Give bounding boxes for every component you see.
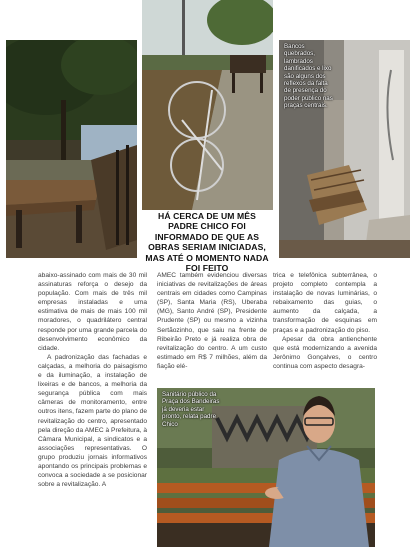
article-column-3 xyxy=(273,271,377,371)
col3-paragraph-2: Apesar da obra antienchente que está modernizando a avenida Jerônimo Gonçalves, o centro continua com aspecto desagra- xyxy=(273,335,377,370)
article-column-1 xyxy=(38,271,147,489)
park-bench-photo xyxy=(6,40,137,258)
col1-paragraph-2: A padronização das fachadas e calçadas, a melhoria do paisagismo e da iluminação, a instalação de lixeiras e de bancos, a melhoria da segurança pública com mais câmeras de monitoramento, entre outros itens, fazem parte do plano de revitalização do centro, apresentado pela direção da AMEC à Prefeitura, à Câmara Municipal, a sindicatos e a associações representativas. O grupo produziu jornais informativos apontando os principais problemas e convoca a sociedade a se posicionar sobre a revitalização. A xyxy=(38,353,147,489)
pull-quote: HÁ CERCA DE UM MÊS PADRE CHICO FOI INFORMADO DE QUE AS OBRAS SERIAM INICIADAS, MAS ATÉ O MOMENTO NADA FOI FEITO xyxy=(145,211,269,274)
article-column-2 xyxy=(157,271,267,371)
bicycle-sidewalk-photo xyxy=(142,0,273,210)
col1-paragraph-1: abaixo-assinado com mais de 30 mil assinaturas reforça o desejo da população. Com mais de três mil empresas instaladas e uma estimativa de mais de mais 100 mil moradores, o quadrilátero central responde por uma grande parcela do desenvolvimento econômico da cidade. xyxy=(38,272,147,352)
benches-caption: Bancos quebrados, lambrados danificados e lixo são alguns dos reflexos da falta de presença do poder público nas praças centrais. xyxy=(284,43,333,110)
col3-paragraph-1: trica e telefônica subterrânea, o projeto completo contempla a instalação de novas luminárias, o rebaixamento das guias, o aumento da calçada, a transformação de esquinas em praças e a padronização do piso. xyxy=(273,272,377,334)
page-number-footer: 13 | REVIDE xyxy=(378,529,413,535)
col2-paragraph-1: AMEC também evidenciou diversas iniciativas de revitalizações de áreas centrais em cidades como Campinas (SP), Santa Maria (RS), Uberaba (MG), Santo André (SP), Presidente Prudente (SP) ou mesmo a vizinha Sertãozinho, que saiu na frente de Ribeirão Preto e já realiza obra de revitalização do centro. A um custo estimado em R$ 7 milhões, além da fiação elé- xyxy=(157,272,267,370)
toilet-caption: Sanitário público da Praça dos Bandeiras já deveria estar pronto, relata padre Chico xyxy=(162,391,220,428)
